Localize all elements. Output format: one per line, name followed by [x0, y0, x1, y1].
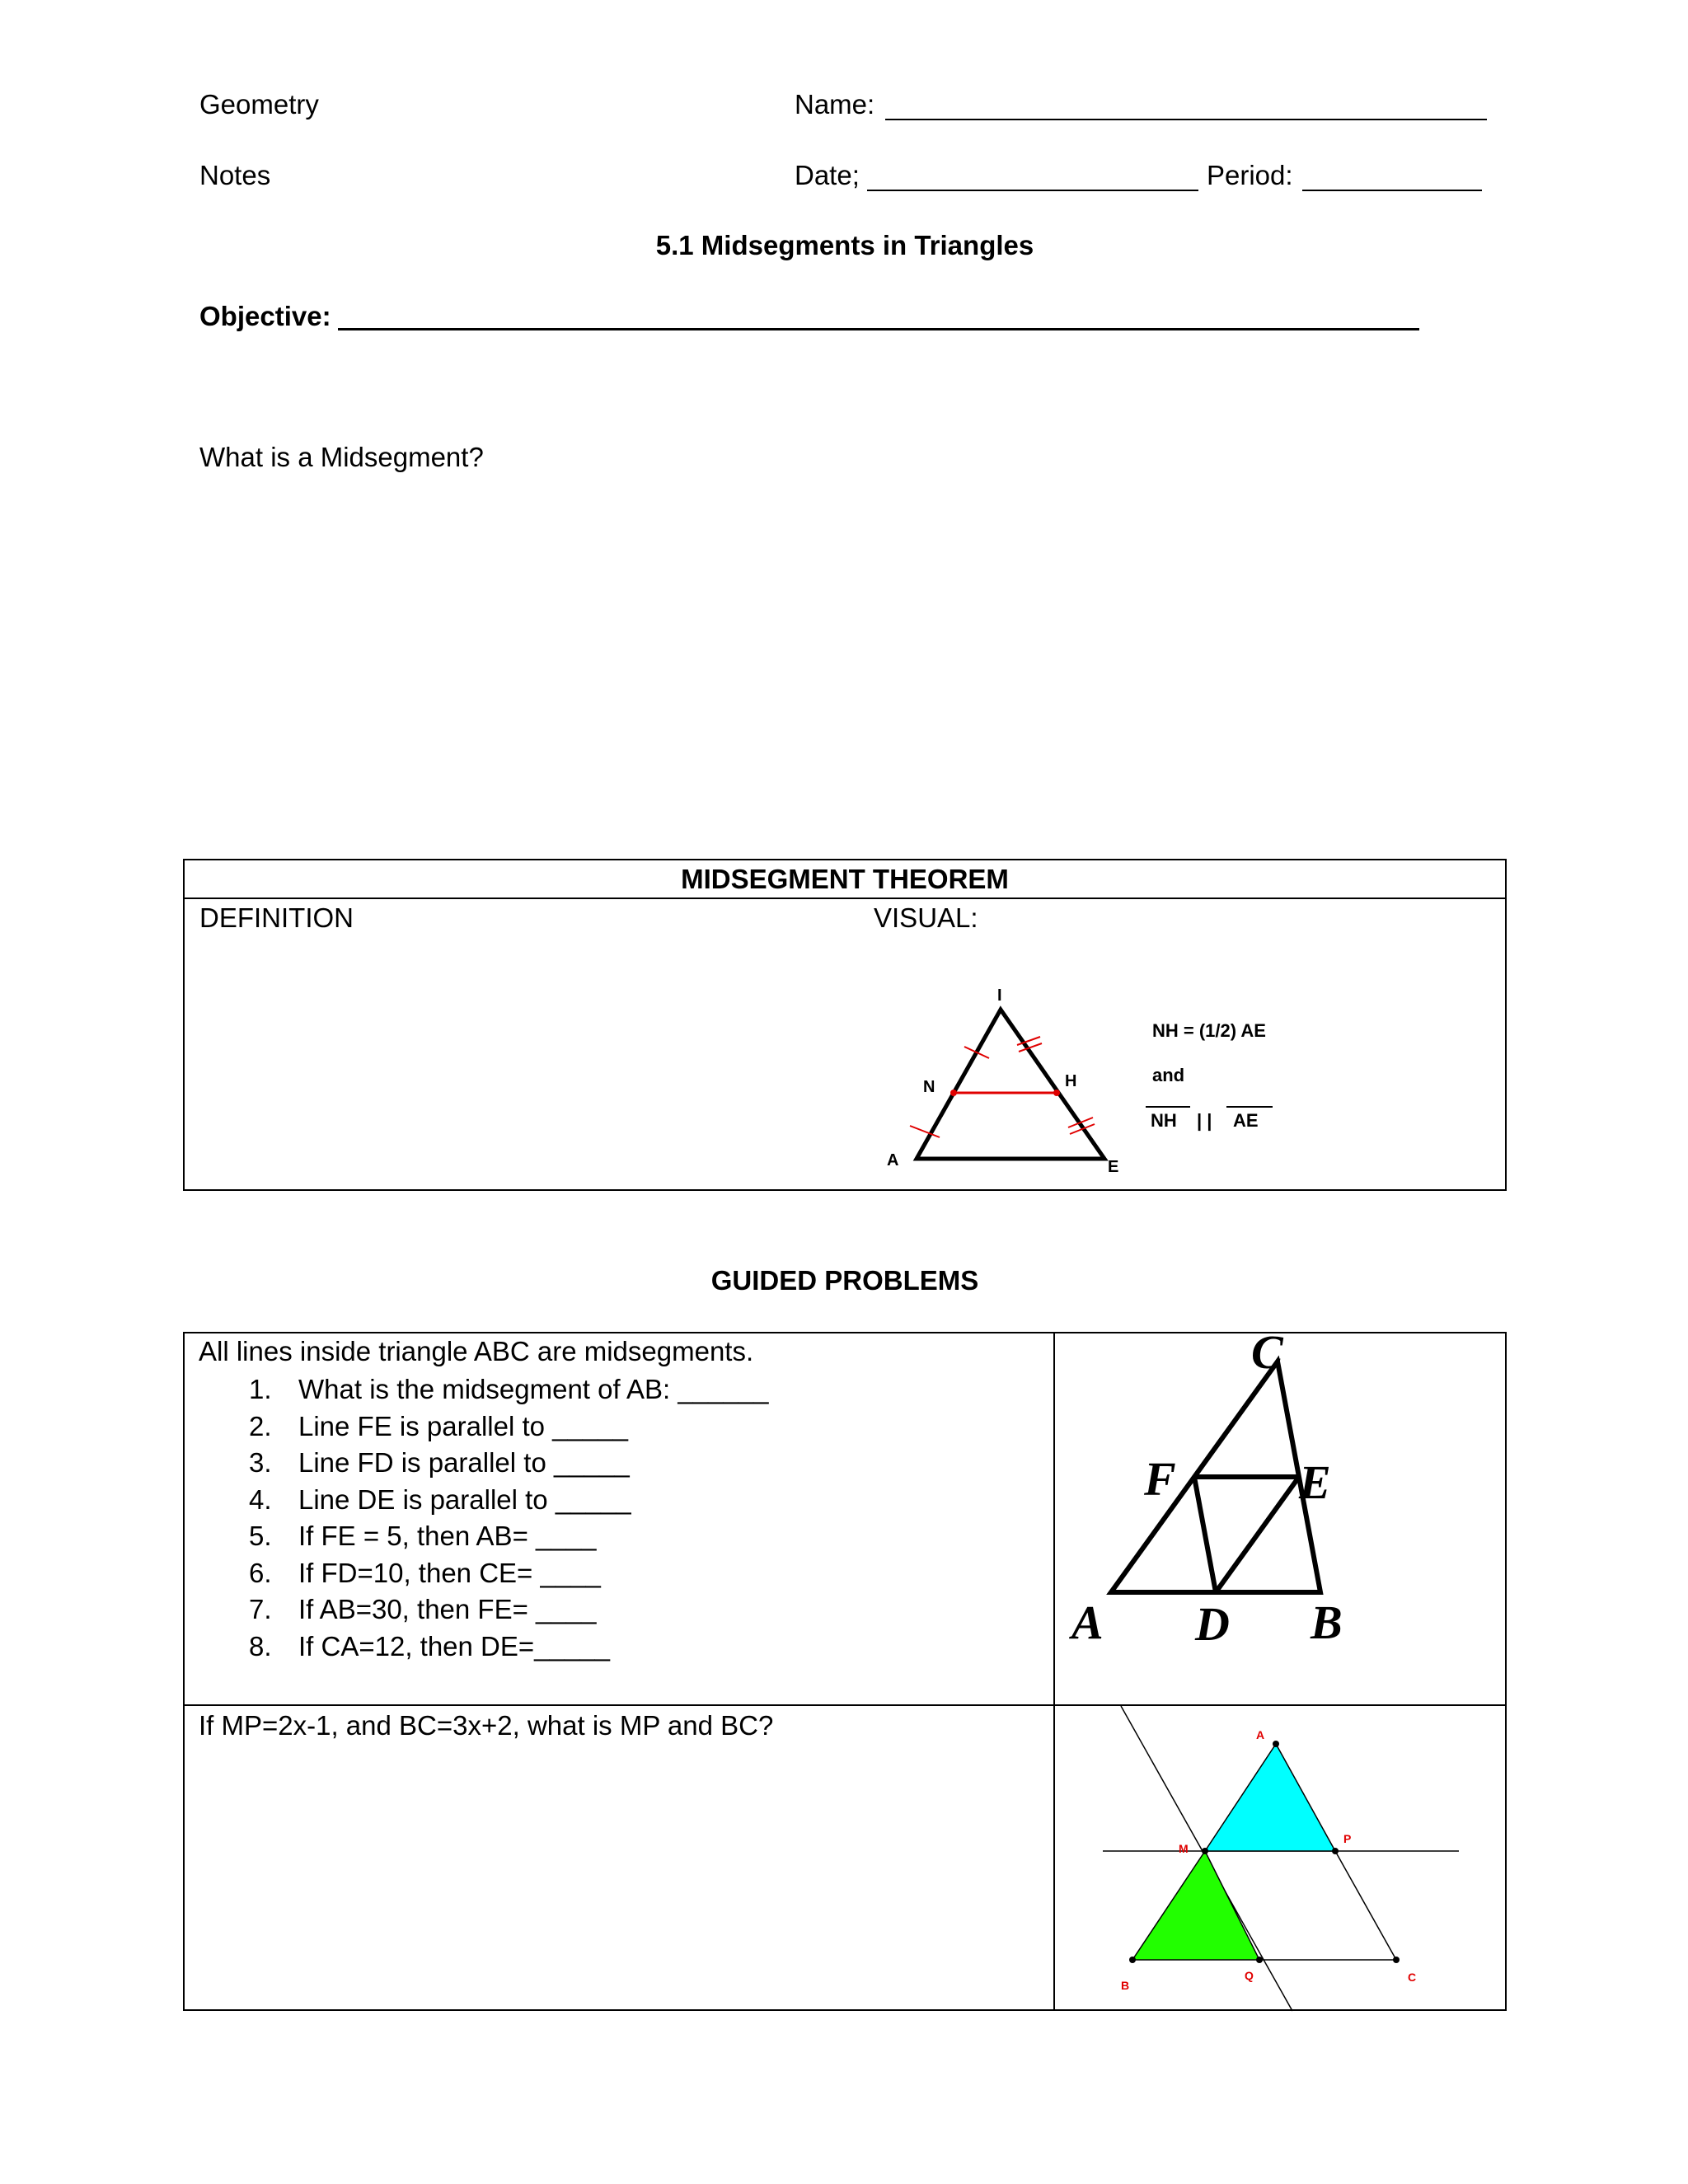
list-item: 2. Line FE is parallel to _____: [249, 1410, 628, 1441]
midsegment-fd: [1194, 1477, 1216, 1592]
definition-label: DEFINITION: [199, 902, 354, 933]
point-b: [1129, 1957, 1136, 1963]
label-f: F: [1144, 1452, 1176, 1506]
visual-label: VISUAL:: [874, 902, 978, 933]
name-label: Name:: [795, 89, 875, 120]
triangle-amp: [1205, 1744, 1335, 1851]
objective-blank[interactable]: [338, 328, 1419, 330]
label-a: A: [887, 1151, 899, 1169]
point-m: [1202, 1848, 1208, 1854]
list-item: 1. What is the midsegment of AB: ______: [249, 1374, 769, 1404]
period-blank[interactable]: [1302, 190, 1482, 191]
label-i: I: [997, 987, 1002, 1005]
name-blank[interactable]: [885, 119, 1487, 120]
triangle-abc-diagram: [1057, 1325, 1505, 1703]
theorem-title: MIDSEGMENT THEOREM: [681, 864, 1009, 894]
page-title: 5.1 Midsegments in Triangles: [655, 230, 1034, 260]
formula-seg1: NH: [1151, 1110, 1177, 1131]
point-c: [1393, 1957, 1400, 1963]
label-e: E: [1108, 1158, 1119, 1176]
formula-parallel: | |: [1197, 1110, 1212, 1131]
triangle-mbq: [1132, 1851, 1259, 1960]
table-column-divider: [1053, 1332, 1055, 2011]
label-c: C: [1251, 1325, 1283, 1379]
midsegment-theorem-diagram: [874, 972, 1302, 1187]
doc-type-label: Notes: [199, 160, 271, 190]
label-h: H: [1065, 1072, 1077, 1090]
label-d: D: [1195, 1597, 1230, 1651]
point-q: [1256, 1957, 1263, 1963]
list-item: 8. If CA=12, then DE=_____: [249, 1630, 610, 1661]
formula-seg2: AE: [1233, 1110, 1259, 1131]
label-q: Q: [1245, 1969, 1254, 1982]
formula-line1: NH = (1/2) AE: [1152, 1020, 1266, 1041]
label-e: E: [1299, 1455, 1331, 1509]
theorem-box-divider: [183, 898, 1507, 899]
label-a: A: [1071, 1596, 1104, 1649]
label-b: B: [1311, 1596, 1343, 1649]
point-a: [1273, 1741, 1279, 1747]
point-h: [1053, 1090, 1060, 1096]
label-p: P: [1343, 1832, 1352, 1845]
date-blank[interactable]: [867, 190, 1198, 191]
problem1-question-list: [249, 1371, 769, 1665]
list-item: 5. If FE = 5, then AB= ____: [249, 1521, 597, 1551]
guided-problems-heading: GUIDED PROBLEMS: [710, 1265, 979, 1296]
list-item: 3. Line FD is parallel to _____: [249, 1447, 630, 1478]
list-item: 6. If FD=10, then CE= ____: [249, 1557, 601, 1588]
problem1-intro: All lines inside triangle ABC are midsegments.: [199, 1336, 754, 1366]
midsegment-question: What is a Midsegment?: [199, 442, 484, 472]
list-item: 7. If AB=30, then FE= ____: [249, 1594, 597, 1624]
problem2-question: If MP=2x-1, and BC=3x+2, what is MP and BC?: [199, 1710, 774, 1741]
formula-line2: and: [1152, 1065, 1185, 1085]
triangle-mpbc-diagram: [1057, 1706, 1505, 2011]
label-n: N: [923, 1078, 935, 1096]
date-label: Date;: [795, 160, 860, 190]
line-pc: [1335, 1851, 1396, 1960]
label-a: A: [1256, 1728, 1265, 1741]
period-label: Period:: [1207, 160, 1293, 190]
midsegment-de: [1216, 1477, 1299, 1592]
point-p: [1332, 1848, 1339, 1854]
list-item: 4. Line DE is parallel to _____: [249, 1483, 631, 1515]
theorem-box: [183, 859, 1507, 1191]
label-m: M: [1179, 1842, 1189, 1855]
objective-label: Objective:: [199, 301, 331, 331]
course-label: Geometry: [199, 89, 319, 120]
point-n: [950, 1090, 957, 1096]
label-c: C: [1408, 1971, 1417, 1984]
label-b: B: [1121, 1979, 1130, 1992]
